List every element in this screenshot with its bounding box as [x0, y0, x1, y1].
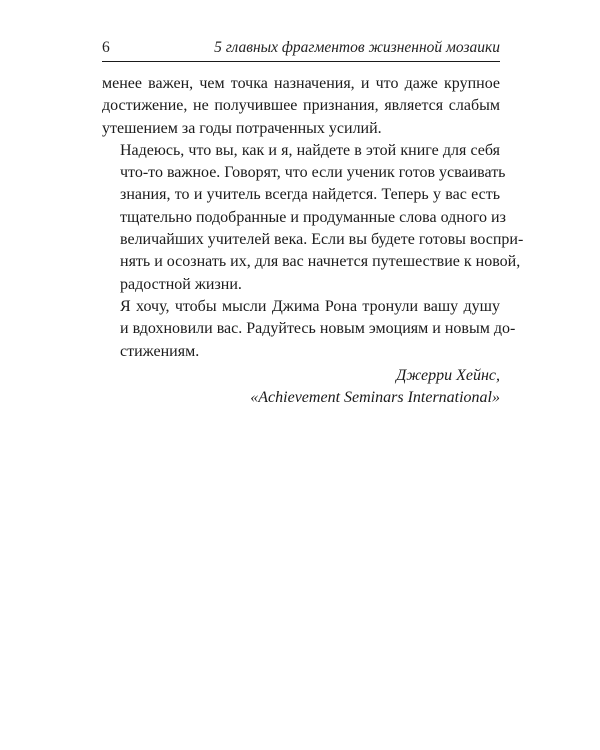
text-line: стижениям.	[120, 342, 200, 360]
text-line: величайших учителей века. Если вы будете готовы воспри-	[120, 231, 524, 249]
signature-block	[102, 365, 500, 409]
paragraph-3	[102, 296, 516, 363]
running-title: 5 главных фрагментов жизненной мозаики	[214, 39, 500, 56]
text-line: тщательно подобранные и продуманные слова одного из	[120, 208, 506, 226]
signature-organization: «Achievement Seminars International»	[250, 388, 500, 406]
text-line: знания, то и учитель всегда найдется. Теперь у вас есть	[120, 186, 500, 204]
text-line: радостной жизни.	[120, 275, 242, 293]
paragraph-2	[102, 140, 524, 296]
text-line: утешением за годы потраченных усилий.	[102, 119, 382, 137]
paragraph-1	[102, 73, 500, 140]
text-line: нять и осознать их, для вас начнется путешествие к новой,	[120, 253, 521, 271]
text-line: достижение, не получившее признания, является слабым	[102, 97, 500, 115]
text-line: и вдохновили вас. Радуйтесь новым эмоциям и новым до-	[120, 320, 516, 338]
body-text	[102, 73, 524, 363]
text-line: Надеюсь, что вы, как и я, найдете в этой книге для себя	[120, 141, 500, 159]
running-header	[102, 38, 500, 62]
page-number: 6	[102, 39, 110, 56]
signature-name: Джерри Хейнс,	[396, 366, 500, 384]
text-line: что-то важное. Говорят, что если ученик готов усваивать	[120, 164, 506, 182]
text-line: менее важен, чем точка назначения, и что даже крупное	[102, 75, 500, 92]
book-page	[102, 38, 524, 409]
text-line: Я хочу, чтобы мысли Джима Рона тронули вашу душу	[120, 297, 500, 315]
